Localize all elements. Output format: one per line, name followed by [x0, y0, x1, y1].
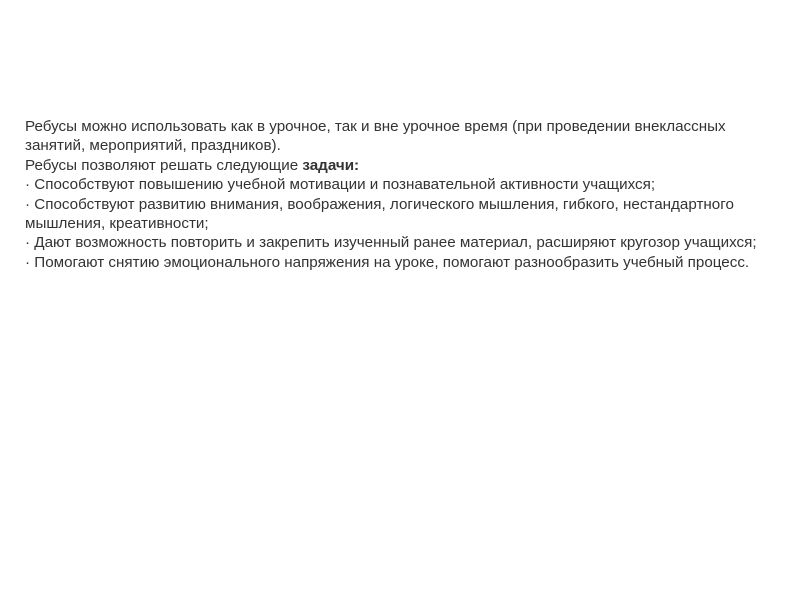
bullet-motivation: · Способствуют повышению учебной мотивации и познавательной активности учащихся; [25, 176, 656, 194]
tasks-line [25, 156, 785, 175]
bullet-relief: · Помогают снятию эмоционального напряжения на уроке, помогают разнообразить учебный процесс. [25, 253, 750, 271]
slide-text [25, 117, 785, 272]
bullet-review: · Дают возможность повторить и закрепить изученный ранее материал, расширяют кругозор учащихся; [25, 234, 757, 252]
intro-paragraph: Ребусы можно использовать как в урочное, так и вне урочное время (при проведении внеклассных занятий, мероприятий, праздников). [25, 118, 726, 155]
tasks-keyword: задачи: [302, 156, 360, 174]
bullet-thinking: · Способствуют развитию внимания, воображения, логического мышления, гибкого, нестандартного мышления, креативности; [25, 195, 734, 233]
tasks-prefix: Ребусы позволяют решать следующие [25, 156, 303, 174]
